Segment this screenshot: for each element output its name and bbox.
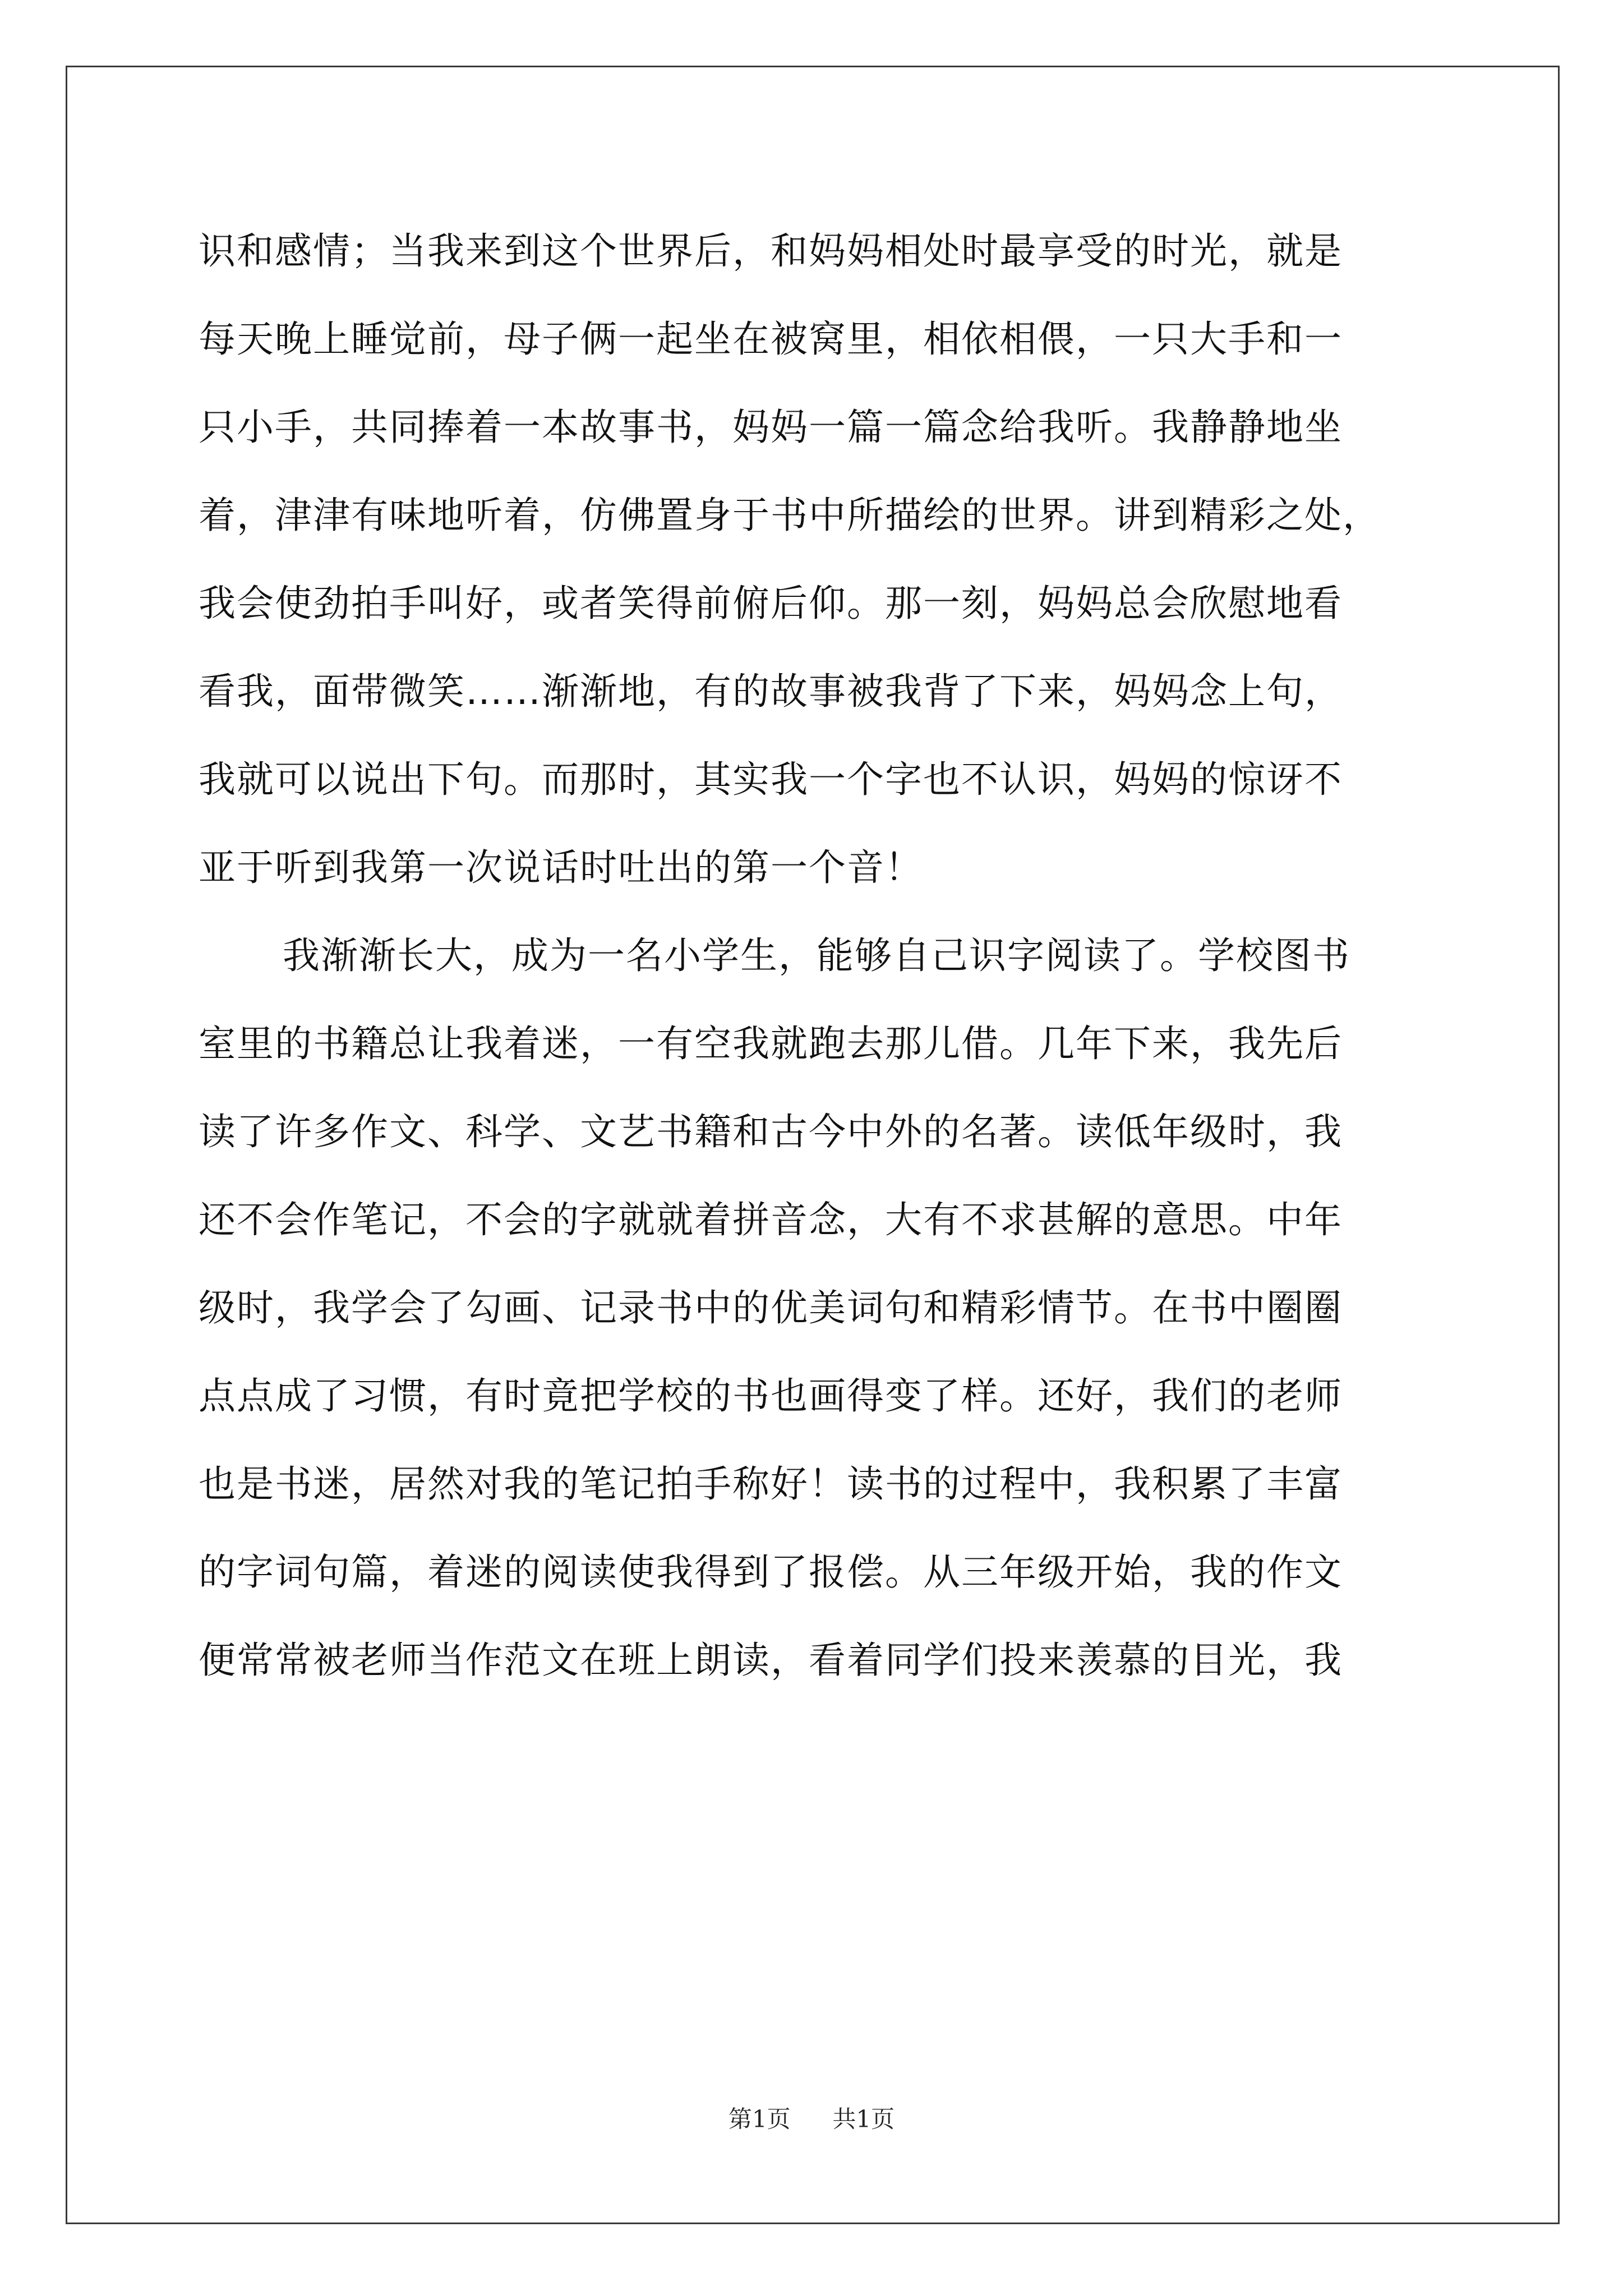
- text-line: 级时，我学会了勾画、记录书中的优美词句和精彩情节。在书中圈圈: [199, 1286, 1343, 1329]
- text-line: 还不会作笔记，不会的字就就着拼音念，大有不求甚解的意思。中年: [199, 1198, 1343, 1241]
- text-line: 我就可以说出下句。而那时，其实我一个字也不认识，妈妈的惊讶不: [199, 758, 1343, 801]
- text-line: 室里的书籍总让我着迷，一有空我就跑去那儿借。几年下来，我先后: [199, 1022, 1343, 1065]
- text-line: 只小手，共同捧着一本故事书，妈妈一篇一篇念给我听。我静静地坐: [199, 406, 1343, 449]
- text-line: 点点成了习惯，有时竟把学校的书也画得变了样。还好，我们的老师: [199, 1374, 1343, 1418]
- text-line: 看我，面带微笑……渐渐地，有的故事被我背了下来，妈妈念上句，: [199, 670, 1343, 713]
- page-footer: [0, 2102, 1623, 2136]
- text-line: 亚于听到我第一次说话时吐出的第一个音！: [199, 846, 923, 889]
- text-line: 着，津津有味地听着，仿佛置身于书中所描绘的世界。讲到精彩之处，: [199, 494, 1381, 537]
- text-line: 便常常被老师当作范文在班上朗读，看着同学们投来羡慕的目光，我: [199, 1639, 1343, 1682]
- text-line: 识和感情；当我来到这个世界后，和妈妈相处时最享受的时光，就是: [199, 229, 1343, 273]
- paragraph-start-line: 我渐渐长大，成为一名小学生，能够自己识字阅读了。学校图书: [283, 934, 1350, 977]
- text-line: 的字词句篇，着迷的阅读使我得到了报偿。从三年级开始，我的作文: [199, 1550, 1343, 1594]
- text-line: 我会使劲拍手叫好，或者笑得前俯后仰。那一刻，妈妈总会欣慰地看: [199, 582, 1343, 625]
- text-line: 读了许多作文、科学、文艺书籍和古今中外的名著。读低年级时，我: [199, 1110, 1343, 1153]
- page-number: 第1页: [728, 2105, 791, 2133]
- page-total: 共1页: [832, 2105, 895, 2133]
- text-line: 每天晚上睡觉前，母子俩一起坐在被窝里，相依相偎，一只大手和一: [199, 318, 1343, 361]
- text-line: 也是书迷，居然对我的笔记拍手称好！读书的过程中，我积累了丰富: [199, 1462, 1343, 1506]
